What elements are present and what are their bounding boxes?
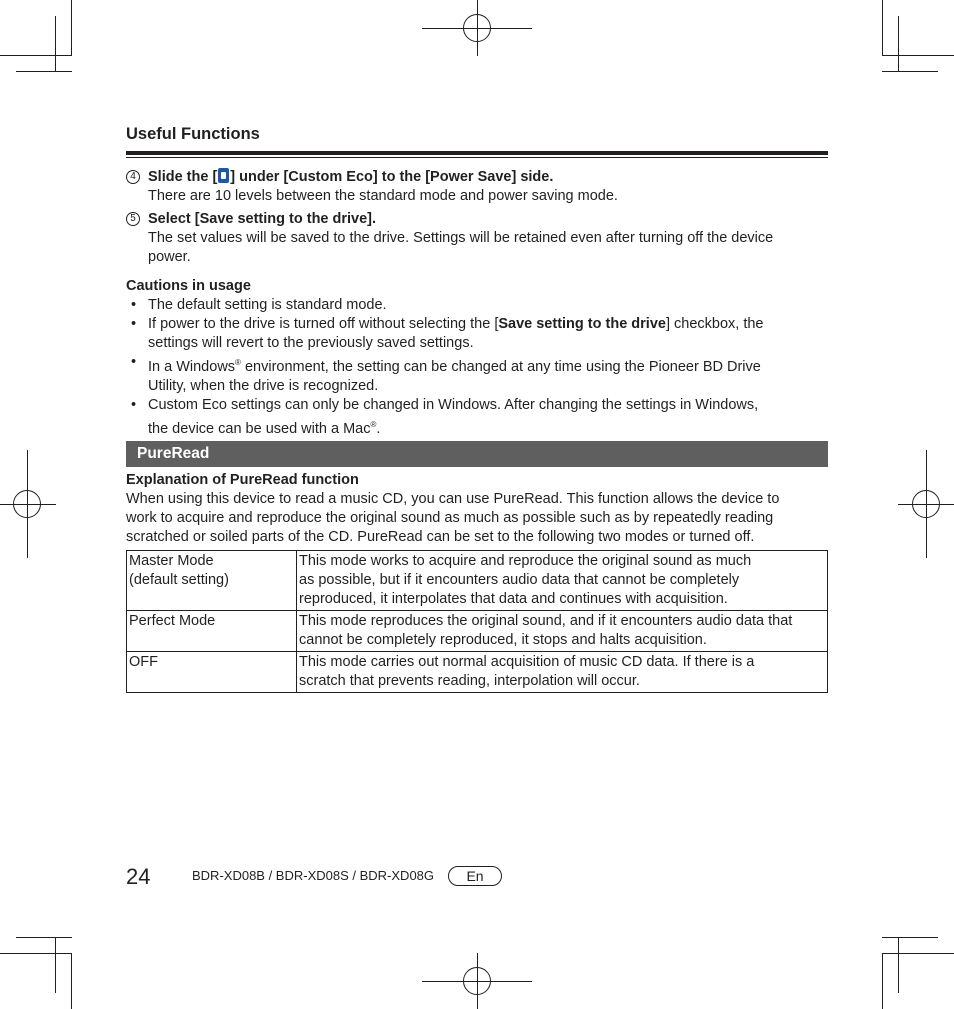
mode-description-cell: This mode works to acquire and reproduce the original sound as much as possible, but if it encounters audio data that cannot be completely reproduced, it interpolates that data and continues with acquisition.	[297, 551, 828, 611]
slider-knob-icon	[218, 168, 229, 183]
step-heading: Slide the [ ] under [Custom Eco] to the [Power Save] side.	[148, 169, 554, 185]
step-body: There are 10 levels between the standard mode and power saving mode.	[148, 188, 618, 204]
mode-name-cell: OFF	[127, 652, 297, 693]
page-number: 24	[126, 864, 151, 889]
pureread-section-band: PureRead	[126, 441, 828, 467]
explanation-body: When using this device to read a music CD, you can use PureRead. This function allows the device to work to acquire and reproduce the original sound as much as possible such as by repeatedly reading scratched or soiled parts of the CD. PureRead can be set to the following two modes or turned off.	[126, 491, 780, 545]
table-row	[127, 611, 828, 652]
model-numbers: BDR-XD08B / BDR-XD08S / BDR-XD08G	[192, 868, 435, 883]
title-rule-thin	[126, 157, 828, 158]
language-badge: En	[448, 866, 502, 886]
table-row	[127, 652, 828, 693]
title-rule-thick	[126, 151, 828, 155]
cautions-title: Cautions in usage	[126, 278, 251, 294]
mode-description-cell: This mode reproduces the original sound, and if it encounters audio data that cannot be completely reproduced, it stops and halts acquisition.	[297, 611, 828, 652]
step-number: 4	[126, 170, 140, 184]
explanation-title: Explanation of PureRead function	[126, 472, 359, 488]
cautions-list	[126, 296, 828, 439]
step-body: The set values will be saved to the drive. Settings will be retained even after turning off the device power.	[148, 230, 774, 265]
step-4	[126, 168, 828, 206]
mode-name-cell: Master Mode (default setting)	[127, 551, 297, 611]
list-item: • If power to the drive is turned off without selecting the [Save setting to the drive] checkbox, the settings will revert to the previously saved settings.	[131, 316, 764, 351]
mode-description-cell: This mode carries out normal acquisition of music CD data. If there is a scratch that prevents reading, interpolation will occur.	[297, 652, 828, 693]
step-5	[126, 210, 828, 267]
pureread-modes-table	[126, 550, 828, 693]
list-item: • Custom Eco settings can only be changed in Windows. After changing the settings in Windows, the device can be used with a Mac®.	[131, 396, 759, 437]
step-number: 5	[126, 212, 140, 226]
mode-name-cell: Perfect Mode	[127, 611, 297, 652]
step-heading: Select [Save setting to the drive].	[148, 211, 377, 227]
list-item: • In a Windows® environment, the setting can be changed at any time using the Pioneer BD Drive Utility, when the drive is recognized.	[131, 354, 761, 394]
section-title: Useful Functions	[126, 125, 260, 143]
table-row	[127, 551, 828, 611]
list-item: • The default setting is standard mode.	[131, 297, 387, 313]
